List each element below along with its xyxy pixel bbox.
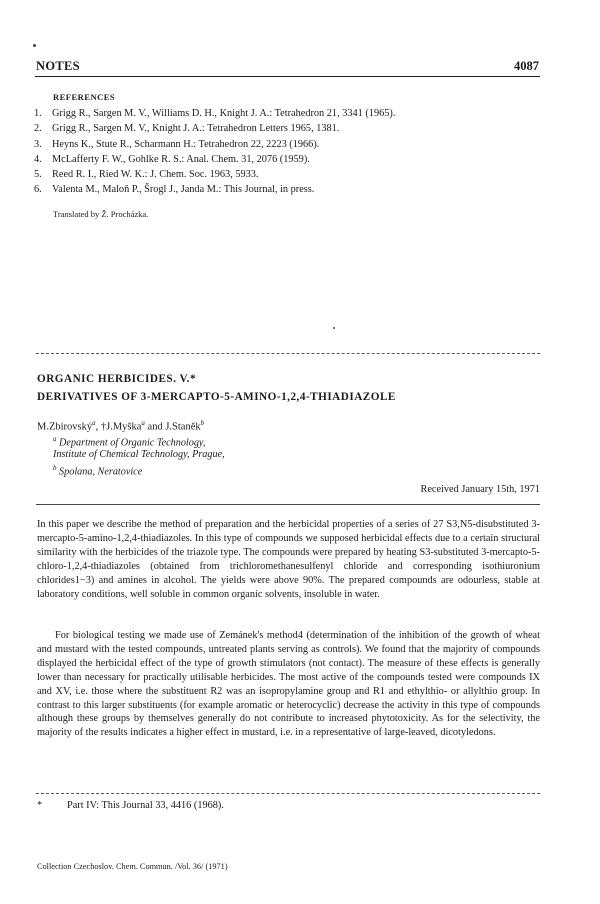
running-head: NOTES (36, 59, 80, 73)
footnote-mark: * (37, 800, 43, 811)
scan-speck (33, 44, 36, 47)
author-name: J.Staněk (165, 421, 201, 433)
article-title: ORGANIC HERBICIDES. V.* (37, 373, 197, 385)
header-rule (35, 76, 540, 77)
references-list (34, 106, 554, 198)
author-name: †J.Myška (100, 421, 142, 433)
reference-item: 4. McLafferty F. W., Gohlke R. S.: Anal. Chem. 31, 2076 (1959). (34, 153, 310, 165)
reference-item: 1. Grigg R., Sargen M. V., Williams D. H., Knight J. A.: Tetrahedron 21, 3341 (1965). (34, 108, 396, 119)
article-subtitle: DERIVATIVES OF 3-MERCAPTO-5-AMINO-1,2,4-THIADIAZOLE (37, 391, 396, 403)
references-heading: REFERENCES (53, 92, 116, 102)
translator-note: Translated by Ž. Procházka. (53, 209, 149, 219)
author-line: M.Zbirovský$^a$, †J.Myška$^a$ and J.Staněk$^b$ (37, 419, 205, 433)
affiliation-b: $^b$ Spolana, Neratovice (53, 464, 143, 478)
footnote-text: Part IV: This Journal 33, 4416 (1968). (67, 800, 224, 811)
abstract-rule (36, 504, 540, 505)
journal-footer: Collection Czechoslov. Chem. Commun. /Vol. 36/ (1971) (37, 862, 228, 871)
scan-speck (333, 327, 335, 329)
author-affil-mark: a (141, 419, 145, 427)
received-date: Received January 15th, 1971 (420, 484, 540, 495)
author-name: M.Zbirovský (37, 421, 93, 433)
page-number: 4087 (514, 59, 539, 73)
affiliation-a-line2: Institute of Chemical Technology, Prague, (53, 449, 225, 460)
reference-item: 3. Heyns K., Stute R., Scharmann H.: Tetrahedron 22, 2223 (1966). (34, 138, 320, 150)
author-affil-mark: a (92, 419, 96, 427)
page-header (36, 59, 539, 75)
body-paragraph: For biological testing we made use of Zemánek's method4 (determination of the inhibition of the growth of wheat and mustard with the tested compounds, untreated plants serving as controls). We found that the majority of compounds displayed the herbicidal effect of the type of growth stimulators (not contact). The measure of these effects is generally lower than necessary for practically utilisable herbicides. The most active of the compounds tested were compounds IX and XV, i.e. those where the substituent R2 was an isopropylamine group and R1 and ethylthio- or allylthio group. In contrast to this larger substituents (for example aromatic or heterocyclic) decrease the activity in this type of compounds although these groups by themselves generally do not contribute to increased phytotoxicity. As for the selectivity, the majority of the results indicates a higher effect in mustard, i.e. in a representative of large-leaved, dicotyledons. (37, 630, 540, 739)
article-separator (36, 353, 540, 354)
reference-item: 6. Valenta M., Maloň P., Šrogl J., Janda M.: This Journal, in press. (34, 184, 315, 196)
authors-conjunction: and (147, 421, 163, 433)
footnote-rule (36, 793, 540, 794)
footnote (37, 800, 224, 811)
author-affil-mark: b (200, 419, 205, 427)
affiliation-a: $^a$ Department of Organic Technology, (53, 435, 206, 449)
reference-item: 2. Grigg R., Sargen M. V., Knight J. A.: Tetrahedron Letters 1965, 1381. (34, 123, 340, 135)
reference-item: 5. Reed R. I., Ried W. K.: J. Chem. Soc. 1963, 5933. (34, 169, 259, 181)
abstract-paragraph: In this paper we describe the method of preparation and the herbicidal properties of a series of 27 S3,N5-disubstituted 3-mercapto-5-amino-1,2,4-thiadiazoles. In this type of compounds we supposed herbicidal effects due to a certain structural similarity with the herbicides of the triazole type. The compounds were prepared by heating S3-substituted 3-mercapto-5-chloro-1,2,4-thiadiazoles (obtained from trichloromethanesulfenyl chloride and corresponding isothiuronium chlorides1−3) and amines in alcohol. The yields were above 90%. The prepared compounds are odourless, stable at laboratory conditions, well soluble in common organic solvents, insoluble in water. (37, 519, 540, 600)
